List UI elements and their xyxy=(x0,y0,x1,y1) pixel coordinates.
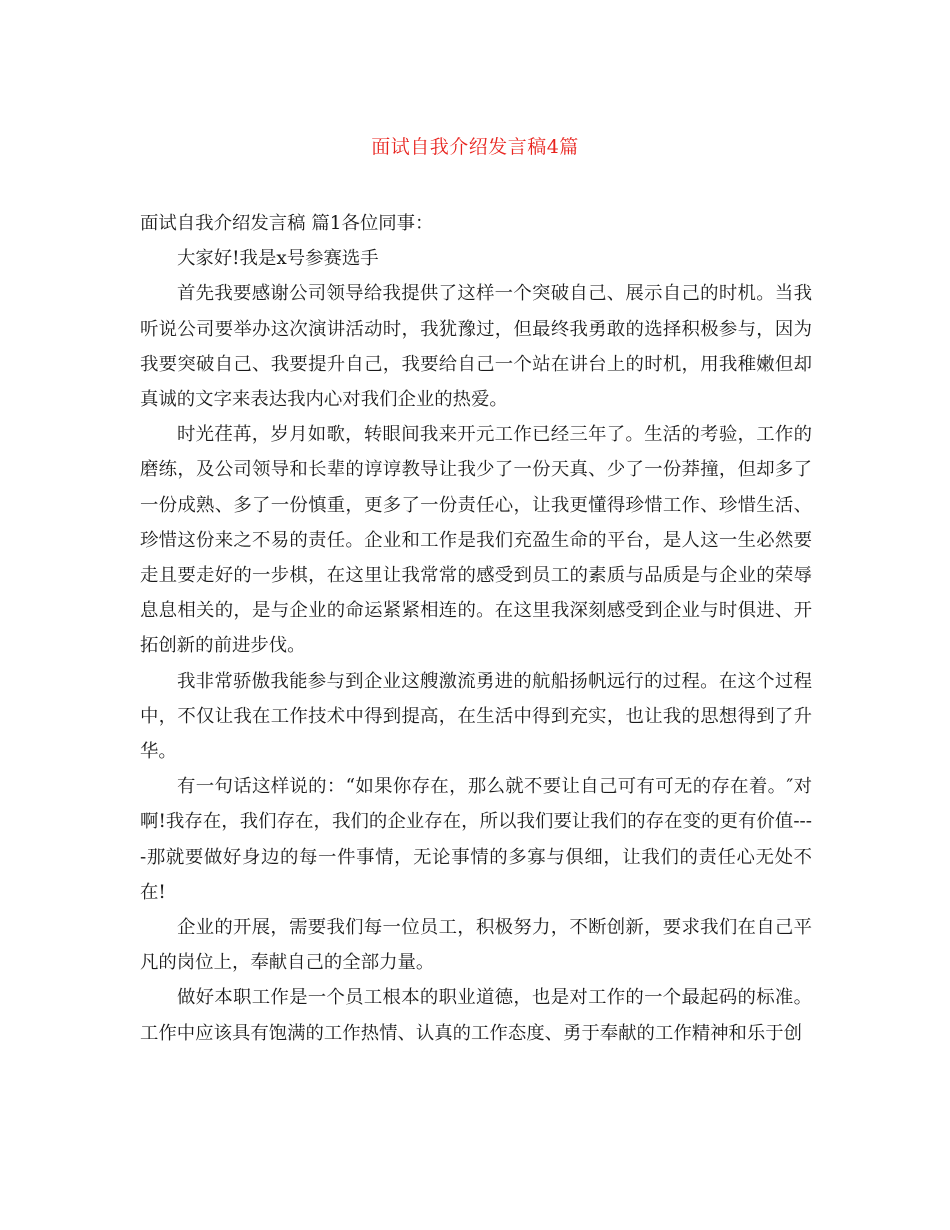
body-paragraph: 首先我要感谢公司领导给我提供了这样一个突破自己、展示自己的时机。当我听说公司要举办这次演讲活动时，我犹豫过，但最终我勇敢的选择积极参与，因为我要突破自己、我要提升自己，我要给自己一个站在讲台上的时机，用我稚嫩但却真诚的文字来表达我内心对我们企业的热爱。 xyxy=(140,283,812,411)
document-title: 面试自我介绍发言稿4篇 xyxy=(371,136,579,158)
document-body xyxy=(140,206,812,1051)
body-paragraph: 我非常骄傲我能参与到企业这艘激流勇进的航船扬帆远行的过程。在这个过程中，不仅让我在工作技术中得到提高，在生活中得到充实，也让我的思想得到了升华。 xyxy=(140,670,812,763)
body-paragraph: 时光荏苒，岁月如歌，转眼间我来开元工作已经三年了。生活的考验，工作的磨练，及公司领导和长辈的谆谆教导让我少了一份天真、少了一份莽撞，但却多了一份成熟、多了一份慎重，更多了一份责任心，让我更懂得珍惜工作、珍惜生活、珍惜这份来之不易的责任。企业和工作是我们充盈生命的平台，是人这一生必然要走且要走好的一步棋，在这里让我常常的感受到员工的素质与品质是与企业的荣辱息息相关的，是与企业的命运紧紧相连的。在这里我深刻感受到企业与时俱进、开拓创新的前进步伐。 xyxy=(140,424,812,657)
body-paragraph: 有一句话这样说的：“如果你存在，那么就不要让自己可有可无的存在着。″对啊!我存在，我们存在，我们的企业存在，所以我们要让我们的存在变的更有价值----那就要做好身边的每一件事情，无论事情的多寡与俱细，让我们的责任心无处不在! xyxy=(140,776,812,903)
section-heading-paragraph: 面试自我介绍发言稿 篇1各位同事： xyxy=(140,213,434,234)
body-paragraph: 企业的开展，需要我们每一位员工，积极努力，不断创新，要求我们在自己平凡的岗位上，奉献自己的全部力量。 xyxy=(140,917,812,974)
greeting-paragraph: 大家好!我是x号参赛选手 xyxy=(177,248,379,270)
body-paragraph: 做好本职工作是一个员工根本的职业道德，也是对工作的一个最起码的标准。工作中应该具有饱满的工作热情、认真的工作态度、勇于奉献的工作精神和乐于创 xyxy=(140,987,812,1044)
